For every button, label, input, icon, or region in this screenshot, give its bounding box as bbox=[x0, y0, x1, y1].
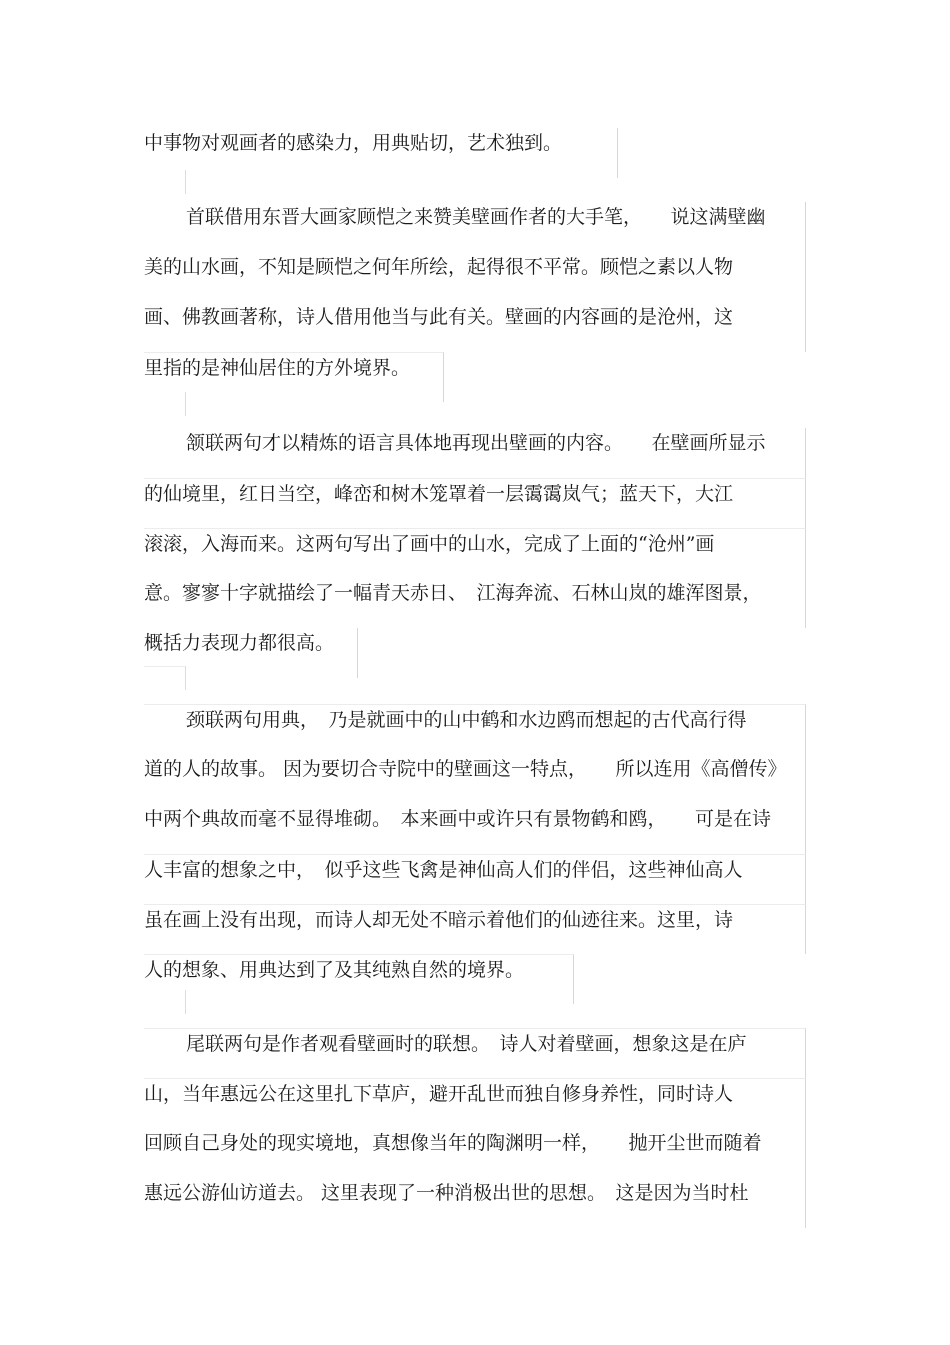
text-line: 中事物对观画者的感染力，用典贴切，艺术独到。 bbox=[144, 128, 618, 178]
paragraph-spacer bbox=[144, 170, 186, 194]
paragraph-spacer bbox=[144, 990, 186, 1014]
text-line: 中两个典故而毫不显得堆砌。 本来画中或许只有景物鹤和鸥， 可是在诗 bbox=[144, 804, 806, 854]
text-line: 山，当年惠远公在这里扎下草庐，避开乱世而独自修身养性，同时诗人 bbox=[144, 1078, 806, 1128]
text-line: 惠远公游仙访道去。 这里表现了一种消极出世的思想。 这是因为当时杜 bbox=[144, 1178, 806, 1228]
paragraph-spacer bbox=[144, 666, 186, 690]
text-line: 画、佛教画著称，诗人借用他当与此有关。壁画的内容画的是沧州，这 bbox=[144, 302, 806, 352]
text-line: 概括力表现力都很高。 bbox=[144, 628, 358, 678]
text-line: 颔联两句才以精炼的语言具体地再现出壁画的内容。 在壁画所显示 bbox=[144, 428, 806, 478]
text-line: 颈联两句用典， 乃是就画中的山中鹤和水边鸥而想起的古代高行得 bbox=[144, 704, 806, 754]
text-line: 尾联两句是作者观看壁画时的联想。 诗人对着壁画，想象这是在庐 bbox=[144, 1028, 806, 1078]
text-line: 回顾自己身处的现实境地，真想像当年的陶渊明一样， 抛开尘世而随着 bbox=[144, 1128, 806, 1178]
text-line: 虽在画上没有出现，而诗人却无处不暗示着他们的仙迹往来。这里，诗 bbox=[144, 904, 806, 954]
text-line: 滚滚，入海而来。这两句写出了画中的山水，完成了上面的“沧州”画 bbox=[144, 528, 806, 578]
text-line: 里指的是神仙居住的方外境界。 bbox=[144, 352, 444, 402]
paragraph-spacer bbox=[144, 392, 186, 416]
text-line: 意。寥寥十字就描绘了一幅青天赤日、 江海奔流、石林山岚的雄浑图景， bbox=[144, 578, 806, 628]
text-line: 的仙境里，红日当空，峰峦和树木笼罩着一层霭霭岚气；蓝天下，大江 bbox=[144, 478, 806, 528]
text-line: 首联借用东晋大画家顾恺之来赞美壁画作者的大手笔， 说这满壁幽 bbox=[144, 202, 806, 252]
text-line: 人丰富的想象之中， 似乎这些飞禽是神仙高人们的伴侣，这些神仙高人 bbox=[144, 854, 806, 904]
text-line: 人的想象、用典达到了及其纯熟自然的境界。 bbox=[144, 954, 574, 1004]
text-line: 道的人的故事。 因为要切合寺院中的壁画这一特点， 所以连用《高僧传》 bbox=[144, 754, 806, 804]
text-line: 美的山水画，不知是顾恺之何年所绘，起得很不平常。顾恺之素以人物 bbox=[144, 252, 806, 302]
